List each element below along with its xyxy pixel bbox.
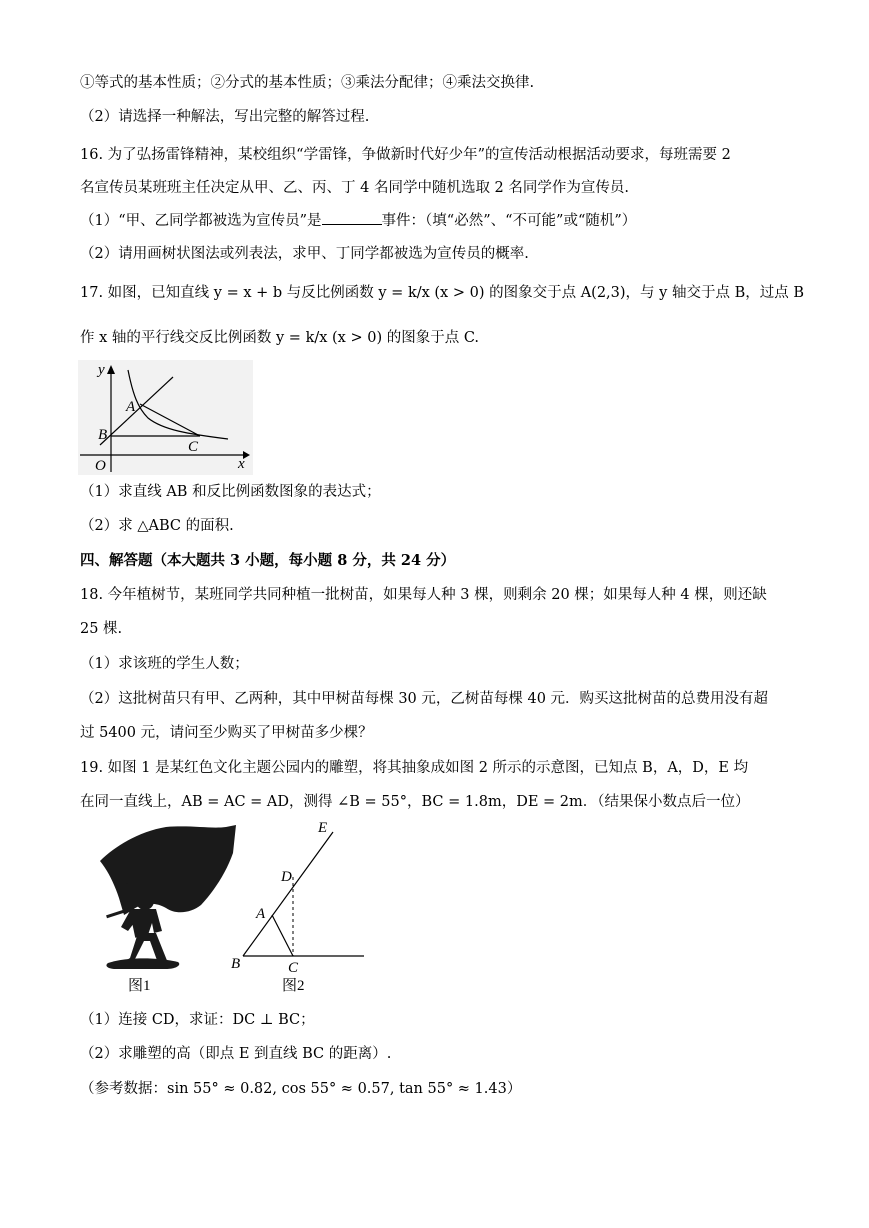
label-o: O bbox=[95, 458, 106, 474]
statue-silhouette-icon bbox=[100, 825, 236, 969]
q17-stem-1: 17. 如图，已知直线 y = x + b 与反比例函数 y = k/x (x > 0) 的图象交于点 A(2,3)，与 y 轴交于点 B，过点 B bbox=[80, 285, 804, 301]
answer-blank bbox=[322, 210, 382, 225]
q17-part1: （1）求直线 AB 和反比例函数图象的表达式； bbox=[80, 484, 381, 500]
section-four-heading: 四、解答题（本大题共 3 小题，每小题 8 分，共 24 分） bbox=[80, 552, 456, 569]
q15-part2: （2）请选择一种解法，写出完整的解答过程. bbox=[80, 109, 370, 125]
label-a: A bbox=[126, 399, 136, 415]
q19-part2: （2）求雕塑的高（即点 E 到直线 BC 的距离）. bbox=[80, 1046, 392, 1062]
label-a: A bbox=[256, 906, 266, 922]
label-b: B bbox=[98, 427, 108, 443]
caption-figure-1: 图1 bbox=[128, 978, 151, 994]
label-c: C bbox=[288, 960, 299, 976]
segment-ac bbox=[272, 915, 293, 956]
q16-stem-2: 名宣传员某班班主任决定从甲、乙、丙、丁 4 名同学中随机选取 2 名同学作为宣传员. bbox=[80, 180, 629, 196]
q15-hint-line: ①等式的基本性质；②分式的基本性质；③乘法分配律；④乘法交换律. bbox=[80, 75, 535, 91]
line-be bbox=[243, 832, 333, 956]
label-y: y bbox=[98, 362, 105, 378]
q19-part1: （1）连接 CD，求证：DC ⊥ BC； bbox=[80, 1012, 315, 1028]
q17-part2: （2）求 △ABC 的面积. bbox=[80, 518, 234, 534]
q17-stem-2: 作 x 轴的平行线交反比例函数 y = k/x (x > 0) 的图象于点 C. bbox=[80, 330, 480, 346]
q16-part1 bbox=[80, 210, 636, 231]
q19-stem-1: 19. 如图 1 是某红色文化主题公园内的雕塑，将其抽象成如图 2 所示的示意图，已知点 B，A，D，E 均 bbox=[80, 760, 749, 776]
q18-part1: （1）求该班的学生人数； bbox=[80, 656, 249, 672]
q19-stem-2: 在同一直线上，AB = AC = AD，测得 ∠B = 55°，BC = 1.8m，DE = 2m．（结果保小数点后一位） bbox=[80, 794, 750, 810]
q18-stem-1: 18. 今年植树节，某班同学共同种植一批树苗，如果每人种 3 棵，则剩余 20 棵；如果每人种 4 棵，则还缺 bbox=[80, 587, 767, 603]
q19-reference-data: （参考数据：sin 55° ≈ 0.82, cos 55° ≈ 0.57, tan 55° ≈ 1.43） bbox=[80, 1081, 522, 1097]
q18-stem-2: 25 棵. bbox=[80, 621, 123, 637]
q16-part2: （2）请用画树状图法或列表法，求甲、丁同学都被选为宣传员的概率. bbox=[80, 246, 529, 262]
q16-part1-text-a: （1）“甲、乙同学都被选为宣传员”是 bbox=[80, 213, 322, 229]
label-e: E bbox=[318, 820, 328, 836]
label-b: B bbox=[231, 956, 241, 972]
q18-part2-1: （2）这批树苗只有甲、乙两种，其中甲树苗每棵 30 元，乙树苗每棵 40 元．购买这批树苗的总费用没有超 bbox=[80, 691, 769, 707]
q16-stem-1: 16. 为了弘扬雷锋精神，某校组织“学雷锋，争做新时代好少年”的宣传活动根据活动要求，每班需要 2 bbox=[80, 147, 731, 163]
label-d: D bbox=[281, 869, 292, 885]
q17-figure bbox=[78, 360, 253, 475]
label-c: C bbox=[188, 439, 199, 455]
label-x: x bbox=[238, 456, 245, 472]
q19-figure-2 bbox=[228, 818, 368, 976]
q18-part2-2: 过 5400 元，请问至少购买了甲树苗多少棵？ bbox=[80, 725, 373, 741]
caption-figure-2: 图2 bbox=[282, 978, 305, 994]
q16-part1-text-b: 事件：（填“必然”、“不可能”或“随机”） bbox=[381, 213, 637, 229]
